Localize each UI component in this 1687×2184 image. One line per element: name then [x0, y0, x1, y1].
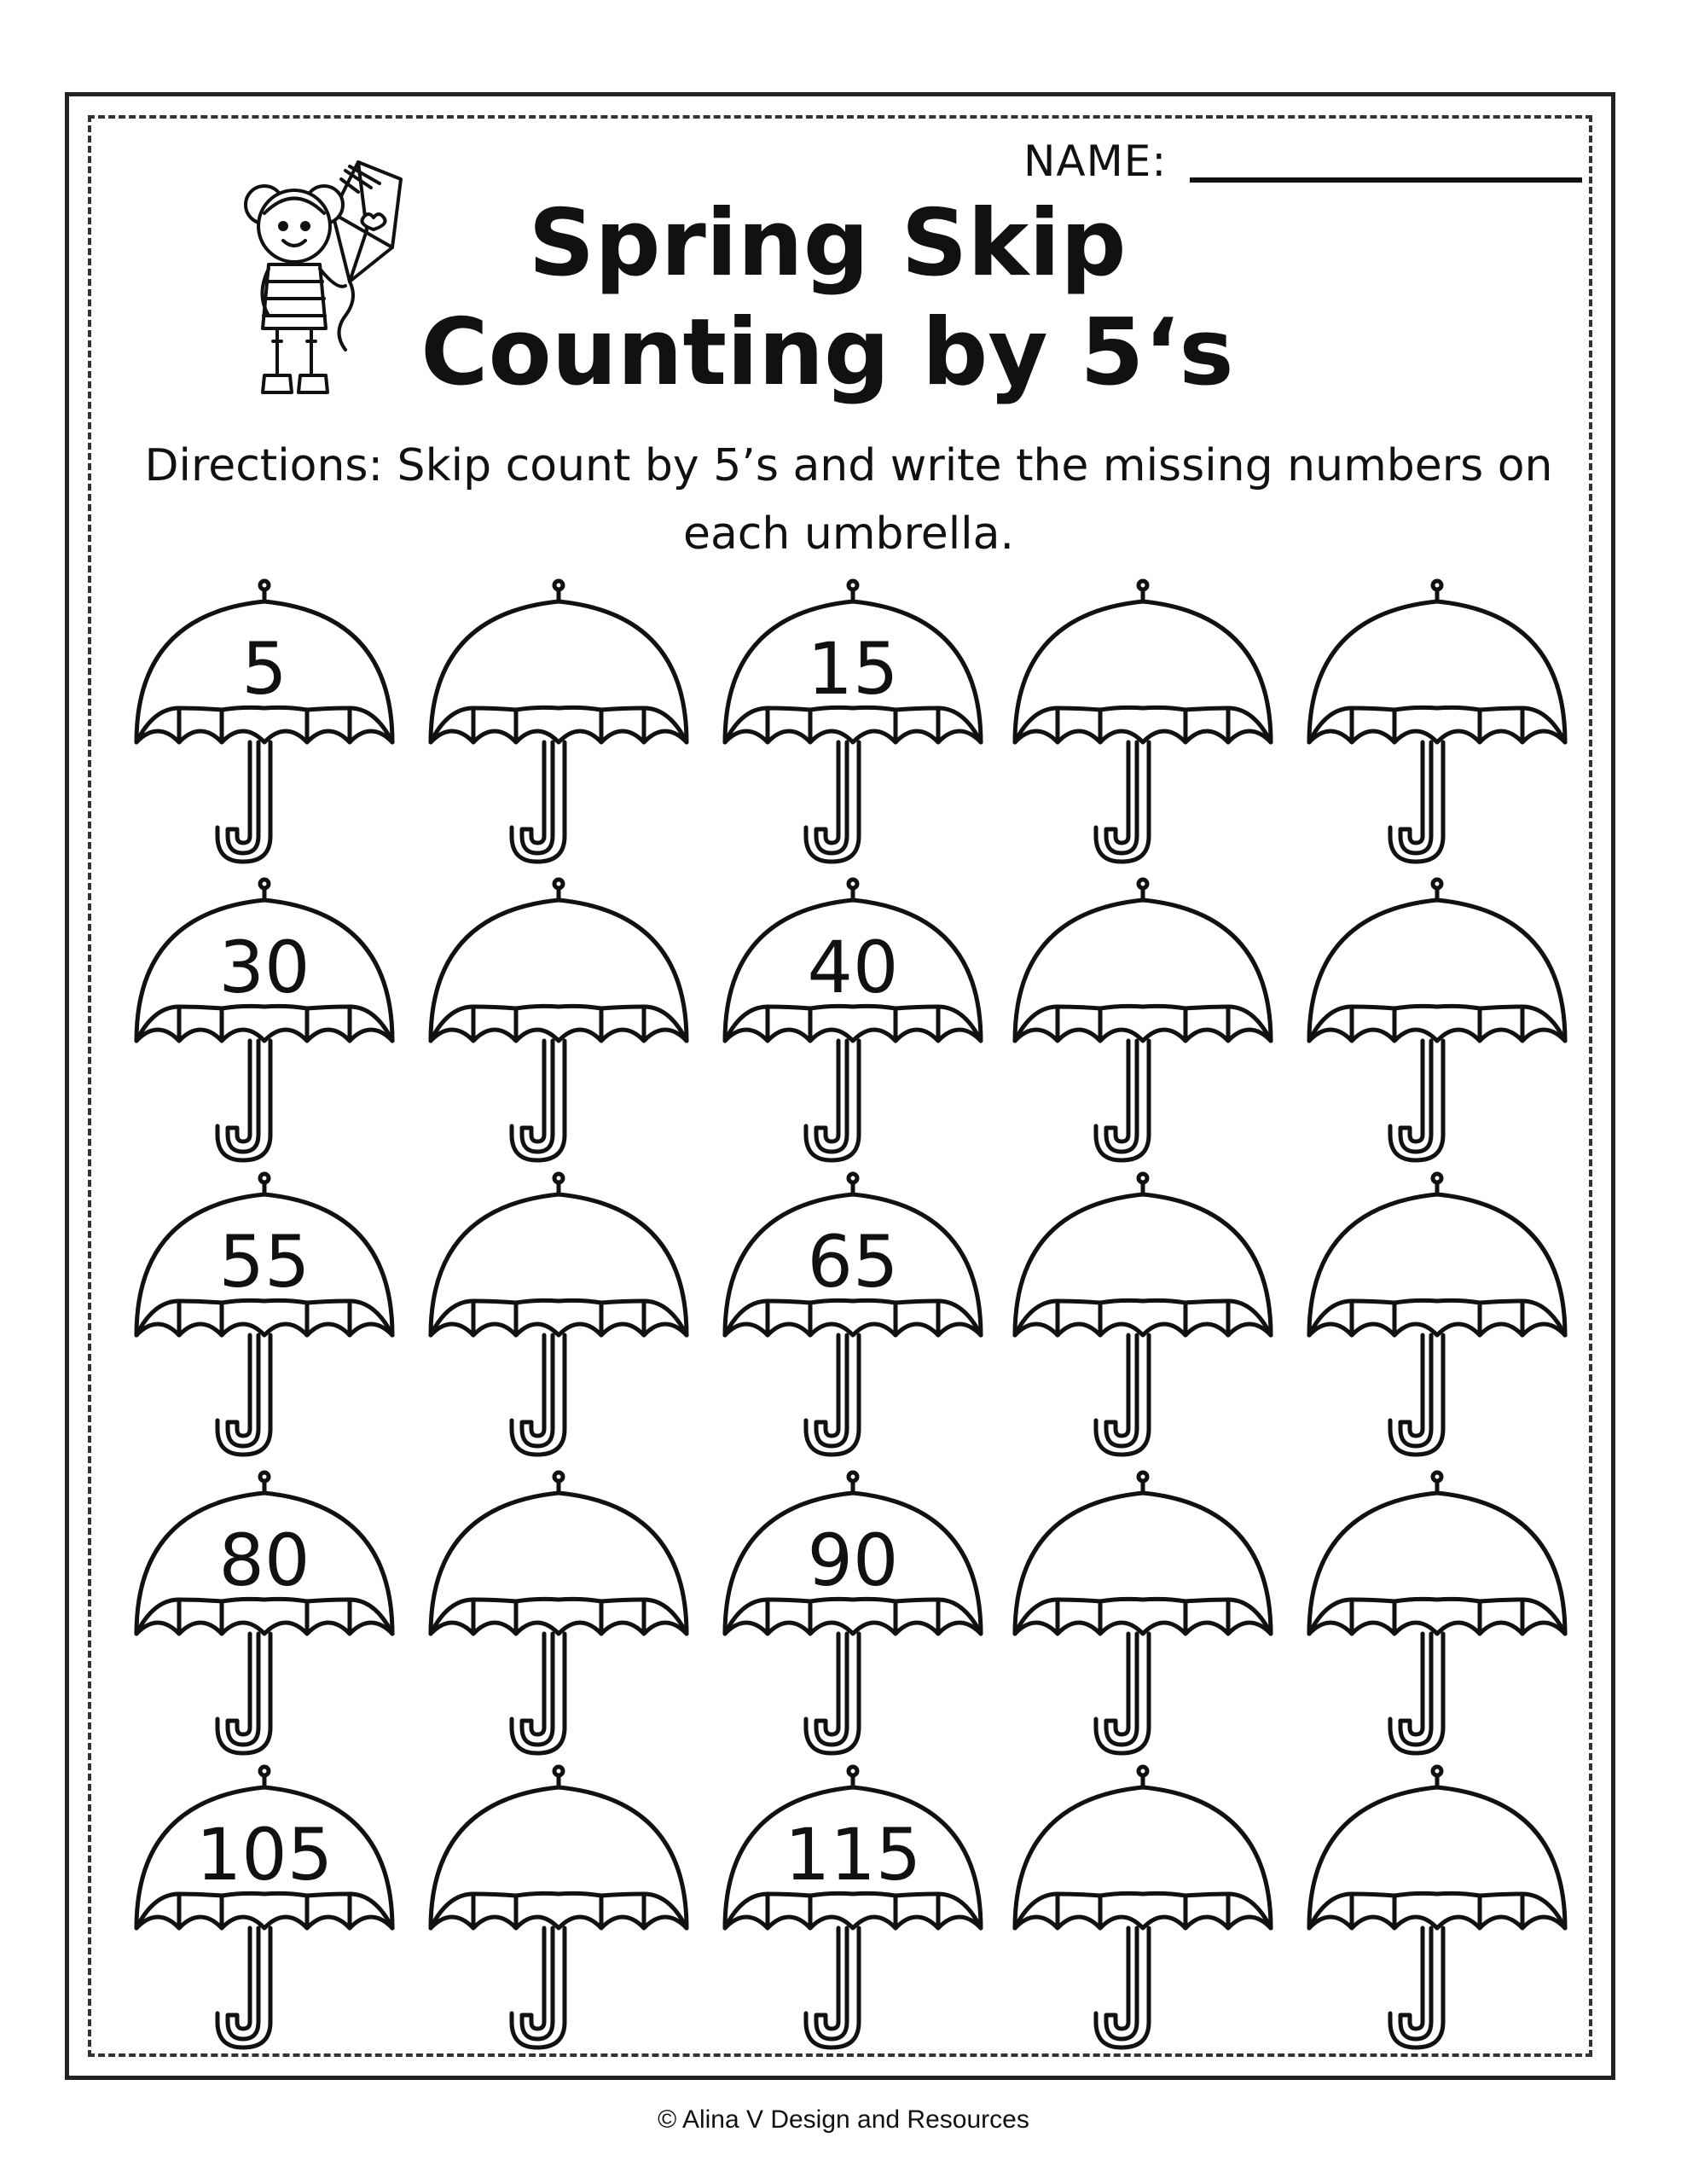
page-title-line-1: Spring Skip	[528, 190, 1127, 297]
directions-text: Directions: Skip count by 5’s and write the missing numbers on each umbrella.	[144, 440, 1553, 560]
umbrella-icon[interactable]	[1292, 580, 1582, 862]
name-label: NAME:	[1023, 136, 1168, 186]
umbrella-icon[interactable]	[414, 1766, 704, 2048]
umbrella-icon	[119, 1766, 409, 2048]
umbrella-number: 65	[807, 1220, 899, 1304]
umbrella-icon[interactable]	[998, 1173, 1288, 1455]
umbrella-icon[interactable]	[1292, 1472, 1582, 1753]
umbrella-icon	[119, 879, 409, 1160]
umbrella-number: 15	[807, 627, 899, 711]
umbrella-icon	[708, 1766, 998, 2048]
umbrella-icon[interactable]	[414, 879, 704, 1160]
umbrella-number: 115	[784, 1813, 922, 1896]
umbrella-icon	[119, 1472, 409, 1753]
umbrella-icon[interactable]	[1292, 1173, 1582, 1455]
umbrella-icon[interactable]	[998, 580, 1288, 862]
umbrella-number: 5	[241, 627, 287, 711]
umbrella-number: 30	[218, 926, 310, 1009]
umbrella-icon	[119, 1173, 409, 1455]
umbrella-row	[111, 1472, 1578, 1753]
umbrella-number: 55	[218, 1220, 310, 1304]
umbrella-number: 80	[218, 1519, 310, 1602]
umbrella-icon[interactable]	[414, 1173, 704, 1455]
page-title-line-2: Counting by 5‘s	[420, 299, 1234, 406]
umbrella-icon[interactable]	[998, 1766, 1288, 2048]
umbrella-number: 40	[807, 926, 899, 1009]
umbrella-number: 90	[807, 1519, 899, 1602]
umbrella-icon[interactable]	[998, 1472, 1288, 1753]
name-field-line[interactable]	[1190, 177, 1582, 183]
umbrella-number: 105	[195, 1813, 333, 1896]
umbrella-row	[111, 1766, 1578, 2048]
umbrella-row	[111, 580, 1578, 862]
umbrella-icon	[708, 879, 998, 1160]
umbrella-icon[interactable]	[414, 580, 704, 862]
umbrella-icon	[708, 1173, 998, 1455]
umbrella-icon[interactable]	[998, 879, 1288, 1160]
umbrella-icon[interactable]	[1292, 879, 1582, 1160]
umbrella-icon[interactable]	[1292, 1766, 1582, 2048]
umbrella-icon	[119, 580, 409, 862]
umbrella-row	[111, 1173, 1578, 1455]
umbrella-icon	[708, 1472, 998, 1753]
umbrella-icon[interactable]	[414, 1472, 704, 1753]
umbrella-icon	[708, 580, 998, 862]
copyright-footer: © Alina V Design and Resources	[658, 2106, 1029, 2134]
umbrella-row	[111, 879, 1578, 1160]
